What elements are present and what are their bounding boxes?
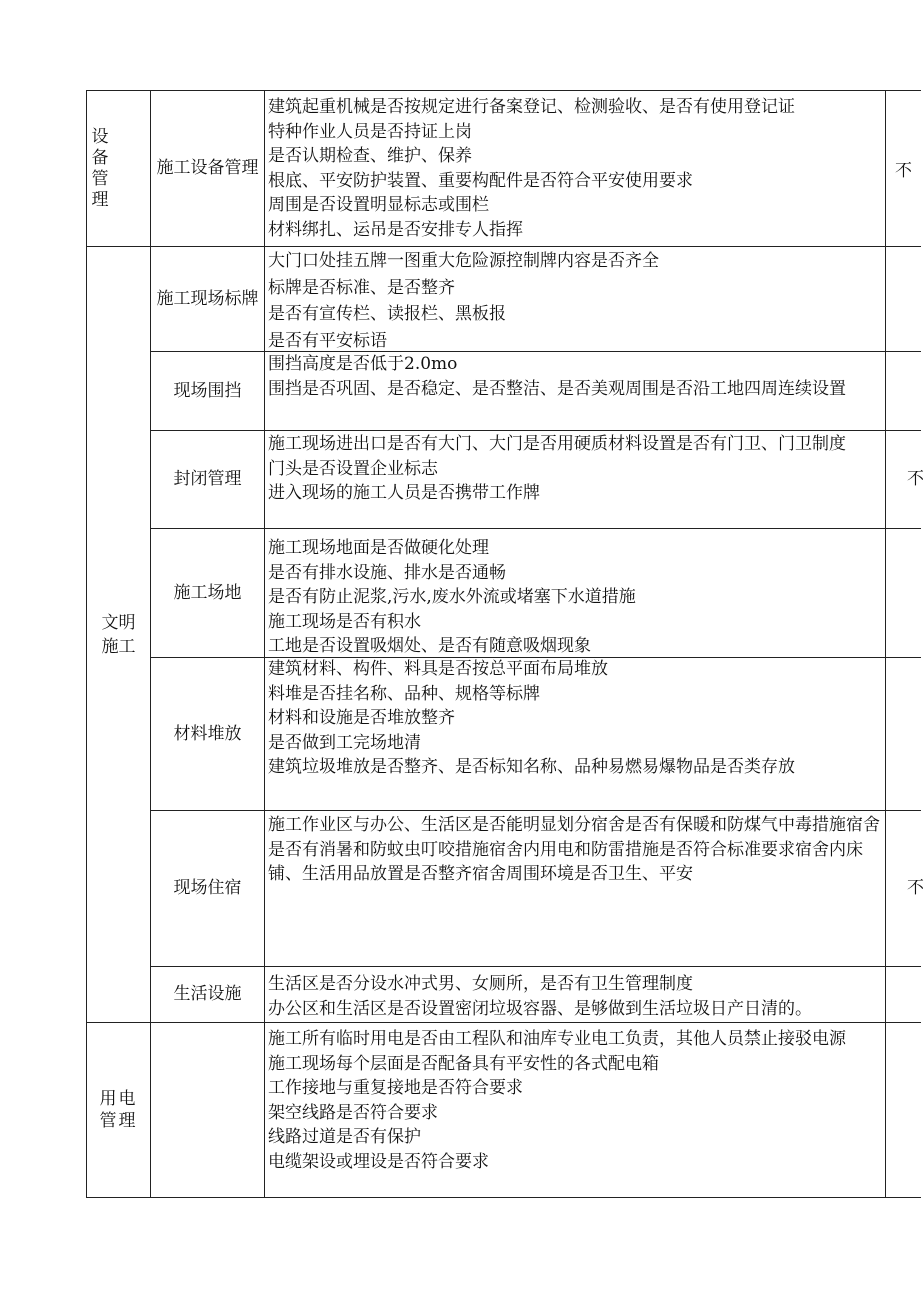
result-text: 不: [907, 469, 924, 489]
sub-category-cell: [151, 811, 264, 966]
check-items-cell: [265, 432, 885, 528]
column-divider: [885, 91, 886, 1197]
row-divider: [150, 528, 921, 529]
check-item: 工地是否设置吸烟处、是否有随意吸烟现象: [268, 636, 591, 657]
check-item: 大门口处挂五牌一图重大危险源控制牌内容是否齐全: [268, 251, 659, 271]
check-item: 架空线路是否符合要求: [268, 1102, 438, 1123]
check-item: 建筑材料、构件、料具是否按总平面布局堆放: [268, 659, 608, 679]
check-item: 料堆是否挂名称、品种、规格等标牌: [268, 683, 540, 704]
check-item: 是否有平安标语: [268, 330, 387, 351]
check-item: 标牌是否标准、是否整齐: [268, 277, 455, 298]
row-divider: [150, 430, 921, 431]
check-item: 施工所有临时用电是否由工程队和油库专业电工负责，其他人员禁止接驳电源: [268, 1029, 846, 1049]
sub-category-label: 施工现场标牌: [156, 288, 259, 309]
check-item: 工作接地与重复接地是否符合要求: [268, 1078, 523, 1099]
check-item: 门头是否设置企业标志: [268, 458, 438, 479]
result-text: 不: [895, 161, 912, 181]
sub-category-cell: [151, 91, 264, 246]
check-items-cell: [265, 813, 885, 966]
check-item: 电缆架设或埋设是否符合要求: [268, 1151, 489, 1172]
check-item: 施工现场是否有积水: [268, 611, 421, 632]
check-item: 材料绑扎、运吊是否安排专人指挥: [268, 219, 523, 240]
check-item: 是否有排水设施、排水是否通畅: [268, 562, 506, 583]
category-cell: [87, 91, 150, 246]
check-item: 施工现场进出口是否有大门、大门是否用硬质材料设置是否有门卫、门卫制度: [268, 434, 846, 454]
check-item: 围挡高度是否低于2.0mo: [268, 354, 458, 374]
check-item: 建筑起重机械是否按规定进行备案登记、检测验收、是否有使用登记证: [268, 97, 795, 117]
check-items-cell: [265, 248, 885, 351]
check-item: 周围是否设置明显标志或围栏: [268, 195, 489, 216]
sub-category-cell: [151, 967, 264, 1022]
check-item: 线路过道是否有保护: [268, 1127, 421, 1148]
sub-category-label: 现场住宿: [173, 878, 242, 898]
sub-category-label: 材料堆放: [173, 723, 242, 744]
sub-category-cell: [151, 658, 264, 810]
check-item: 办公区和生活区是否设置密闭垃圾容器、是够做到生活垃圾日产日清的。: [268, 998, 812, 1019]
check-items-cell: [265, 657, 885, 810]
check-items-cell: [265, 95, 885, 246]
check-item: 施工作业区与办公、生活区是否能明显划分宿舍是否有保暖和防煤气中毒措施宿舍是否有消暑和防蚊虫叮咬措施宿舍内用电和防雷措施是否符合标准要求宿舍内床铺、生活用品放置是否整齐宿舍周围环境是否卫生、平安: [268, 815, 880, 885]
inspection-checklist-table: [86, 90, 924, 1198]
row-divider: [150, 966, 921, 967]
row-divider: [150, 810, 921, 811]
sub-category-cell: [151, 529, 264, 657]
check-item: 是否有防止泥浆,污水,废水外流或堵塞下水道措施: [268, 587, 636, 608]
check-item: 是否有宣传栏、读报栏、黑板报: [268, 304, 506, 324]
check-item: 是否做到工完场地清: [268, 732, 421, 753]
category-label: 文明施工: [101, 612, 136, 657]
check-item: 施工现场地面是否做硬化处理: [268, 538, 489, 558]
sub-category-label: 现场围挡: [173, 380, 242, 401]
sub-category-cell: [151, 1023, 264, 1197]
check-item: 根底、平安防护装置、重要构配件是否符合平安使用要求: [268, 170, 693, 191]
check-item: 进入现场的施工人员是否携带工作牌: [268, 483, 540, 504]
category-label: 用电管理: [99, 1089, 138, 1131]
sub-category-label: 施工场地: [173, 582, 242, 603]
check-item: 建筑垃圾堆放是否整齐、是否标知名称、品种易燃易爆物品是否类存放: [268, 757, 795, 778]
check-items-cell: [265, 352, 885, 430]
sub-category-cell: [151, 247, 264, 351]
check-items-cell: [265, 972, 885, 1022]
check-item: 围挡是否巩固、是否稳定、是否整洁、是否美观周围是否沿工地四周连续设置: [268, 378, 846, 399]
category-cell: [87, 1023, 150, 1197]
sub-category-label: 施工设备管理: [156, 158, 259, 178]
sub-category-cell: [151, 352, 264, 430]
sub-category-cell: [151, 431, 264, 528]
sub-category-label: 生活设施: [173, 984, 242, 1004]
check-item: 特种作业人员是否持证上岗: [268, 121, 472, 142]
check-item: 生活区是否分设水冲式男、女厕所，是否有卫生管理制度: [268, 974, 693, 994]
result-text: 不: [907, 878, 924, 898]
category-cell: [87, 247, 150, 1022]
check-item: 材料和设施是否堆放整齐: [268, 708, 455, 729]
check-items-cell: [265, 536, 885, 657]
sub-category-label: 封闭管理: [173, 469, 242, 489]
category-label: 设备管理: [91, 126, 109, 210]
check-item: 施工现场每个层面是否配备具有平安性的各式配电箱: [268, 1053, 659, 1074]
check-item: 是否认期检查、维护、保养: [268, 146, 472, 167]
check-items-cell: [265, 1027, 885, 1197]
